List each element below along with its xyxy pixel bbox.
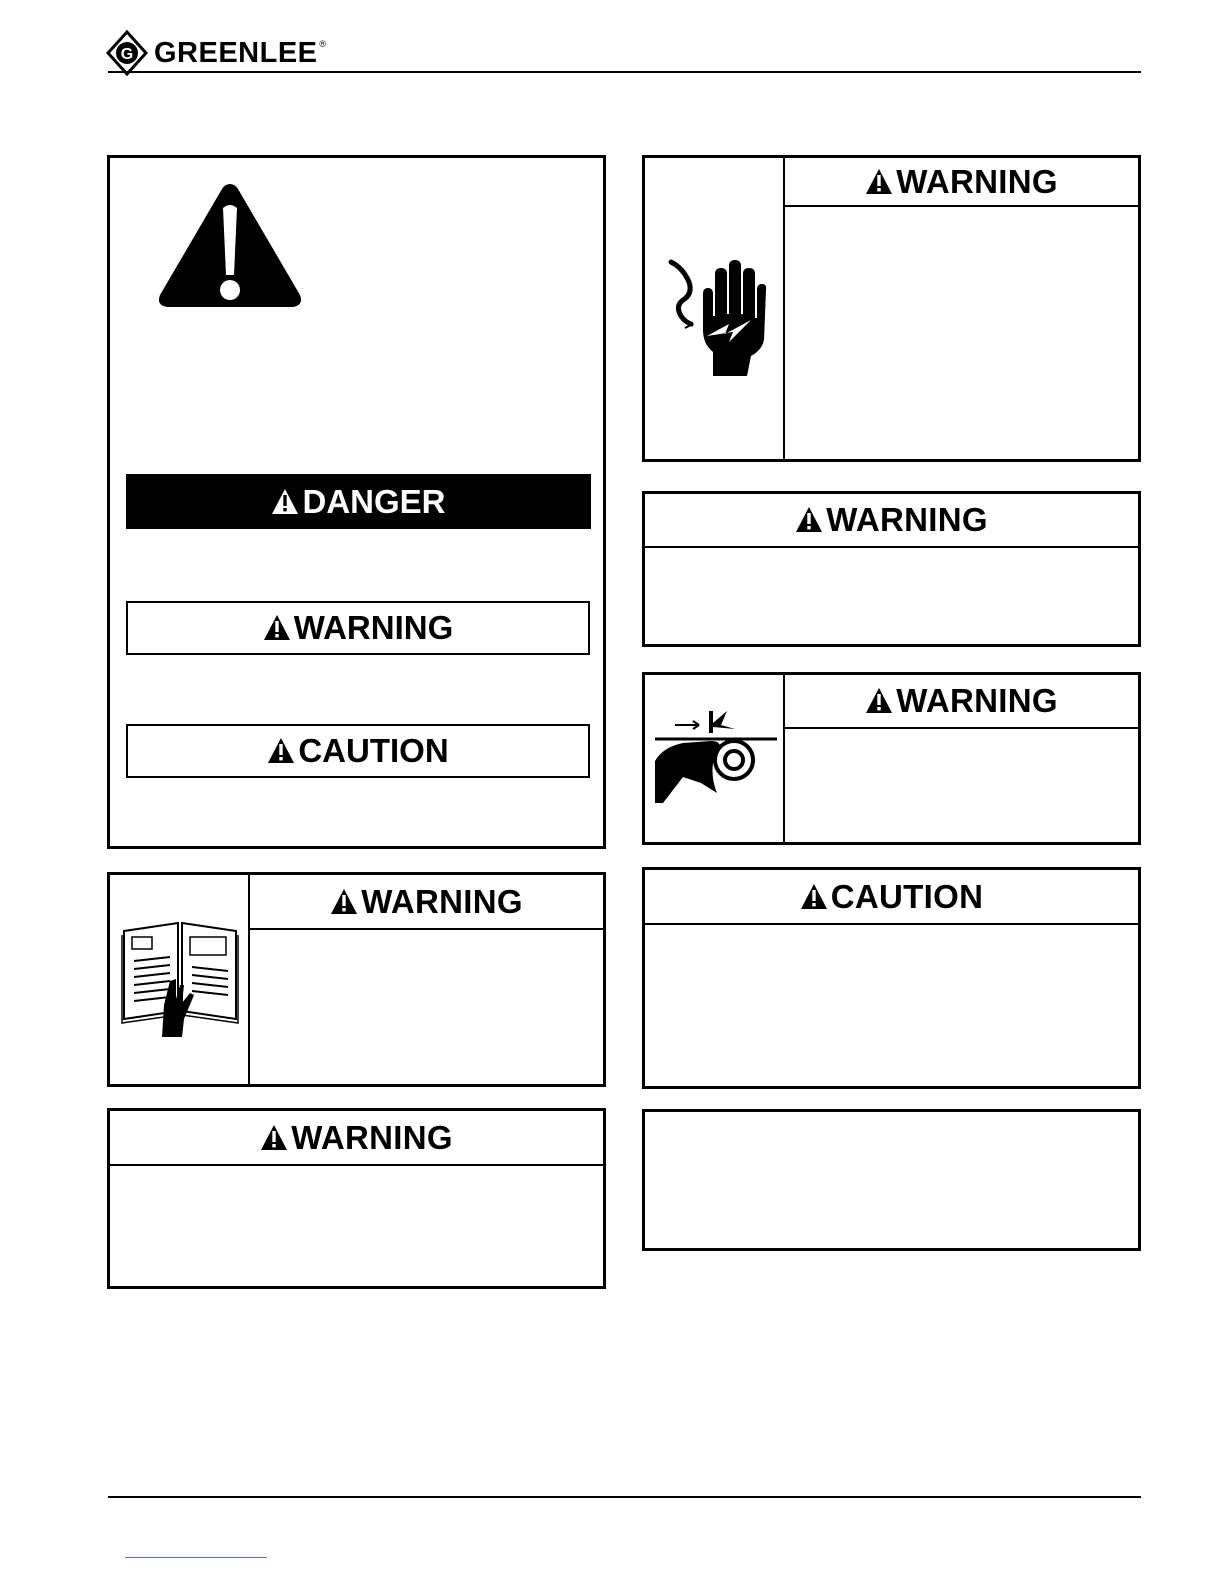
warning-box-right-2 — [642, 491, 1141, 647]
svg-text:G: G — [120, 46, 134, 63]
alert-triangle-icon — [865, 168, 893, 196]
warning-header: WARNING — [250, 875, 603, 930]
warning-header: WARNING — [785, 158, 1138, 207]
alert-triangle-icon — [260, 1124, 288, 1152]
caution-signal-word: CAUTION — [126, 724, 590, 778]
alert-triangle-icon — [795, 506, 823, 534]
footer-link-underline[interactable] — [125, 1557, 267, 1558]
note-box-right-bottom — [642, 1109, 1141, 1251]
safety-alert-legend-panel — [107, 155, 606, 849]
alert-triangle-icon — [330, 888, 358, 916]
danger-signal-word: DANGER — [126, 474, 591, 529]
caution-header: CAUTION — [645, 870, 1138, 925]
warning-header: WARNING — [645, 494, 1138, 548]
pinch-point-warning-box — [642, 672, 1141, 845]
electric-shock-warning-box — [642, 155, 1141, 462]
warning-header: WARNING — [110, 1111, 603, 1166]
alert-triangle-icon — [800, 883, 828, 911]
warning-header: WARNING — [785, 675, 1138, 729]
read-manual-icon — [120, 919, 240, 1039]
warning-signal-word: WARNING — [126, 601, 590, 655]
alert-triangle-icon — [267, 737, 295, 765]
alert-triangle-icon — [865, 687, 893, 715]
caution-box-right — [642, 867, 1141, 1089]
footer-rule — [108, 1496, 1141, 1498]
alert-triangle-icon — [271, 488, 299, 516]
pinch-point-hand-icon — [653, 703, 779, 807]
header-rule — [108, 71, 1141, 73]
electric-shock-hand-icon — [667, 256, 767, 380]
alert-triangle-icon — [263, 614, 291, 642]
exclamation-triangle-icon — [155, 180, 305, 310]
read-manual-warning-box — [107, 872, 606, 1087]
greenlee-g-logo-icon — [106, 30, 148, 76]
warning-box-left-bottom — [107, 1108, 606, 1289]
greenlee-logo — [106, 30, 327, 76]
brand-name: GREENLEE ® — [154, 36, 327, 69]
